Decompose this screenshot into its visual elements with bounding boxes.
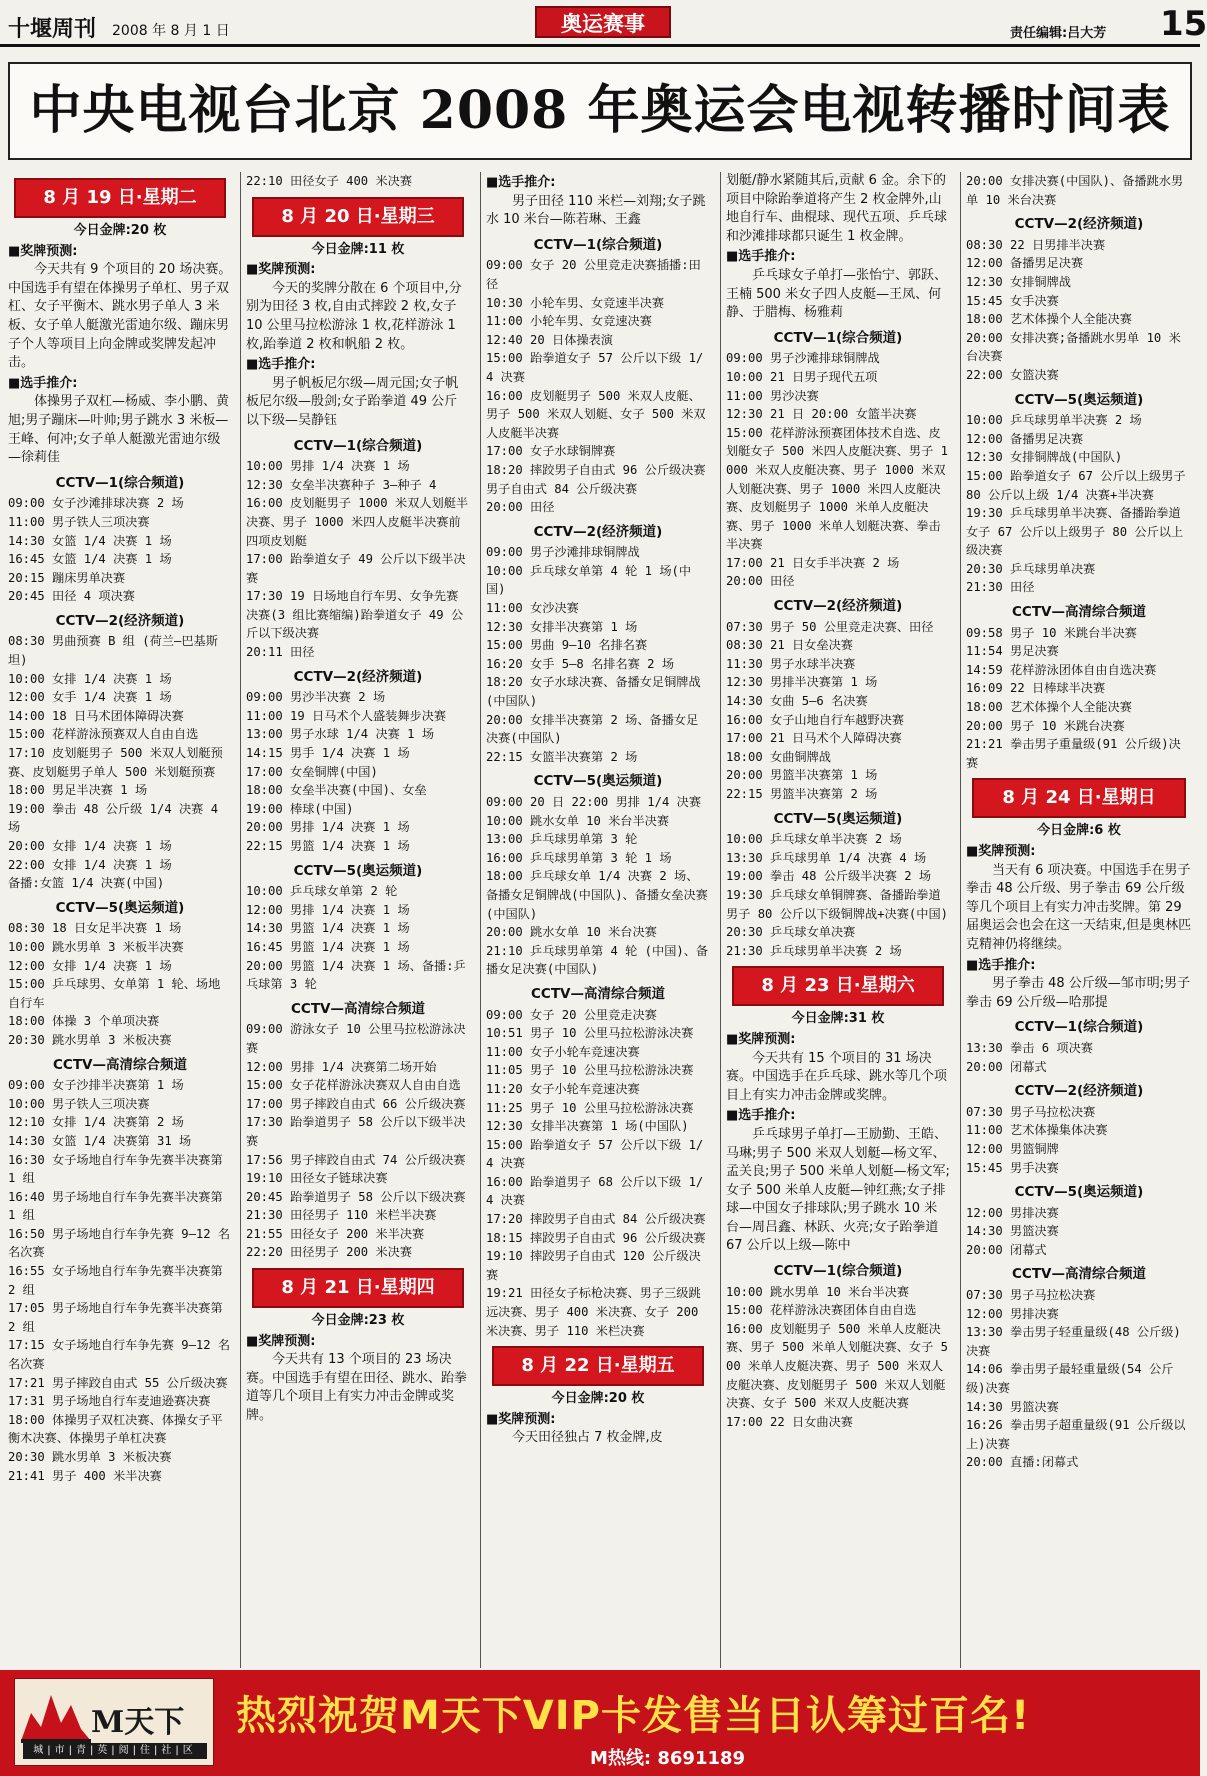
- channel-heading: CCTV—2(经济频道): [1014, 216, 1144, 233]
- gold-count: 今日金牌:6 枚: [1037, 823, 1121, 839]
- schedule-line: 15:00 女子花样游泳决赛双人自由自选: [246, 1078, 461, 1093]
- schedule-line: 16:00 皮划艇男子 1000 米双人划艇半决赛、男子 1000 米四人皮艇半决赛前四项皮划艇: [246, 496, 469, 548]
- paper-name: 十堰周刊: [8, 16, 97, 42]
- schedule-line: 21:30 田径: [966, 580, 1035, 595]
- schedule-line: 12:30 女垒半决赛种子 3—种子 4: [246, 477, 437, 492]
- schedule-line: 18:20 摔跤男子自由式 96 公斤级决赛男子自由式 84 公斤级决赛: [486, 462, 706, 496]
- day-banner: 8 月 24 日·星期日: [972, 778, 1186, 818]
- schedule-line: 14:30 男篮 1/4 决赛 1 场: [246, 921, 410, 936]
- schedule-line: 20:45 跆拳道男子 58 公斤以下级决赛: [246, 1189, 466, 1204]
- schedule-line: 09:00 男子沙滩排球铜牌战: [726, 351, 880, 366]
- section-label: ■选手推介:: [726, 249, 796, 265]
- schedule-line: 17:30 跆拳道男子 58 公斤以下级半决赛: [246, 1115, 466, 1148]
- schedule-line: 11:54 男足决赛: [966, 644, 1059, 659]
- schedule-line: 14:30 男篮决赛: [966, 1224, 1059, 1239]
- schedule-line: 20:00 田径: [486, 500, 555, 515]
- schedule-line: 16:00 皮划艇男子 500 米单人皮艇决赛、男子 500 米单人划艇决赛、女子 500 米单人皮艇决赛、男子 500 米双人皮艇决赛、皮划艇男子 500 米双人划艇决赛、女子 500 米双人皮艇决赛: [726, 1321, 948, 1411]
- gold-count: 今日金牌:20 枚: [73, 223, 167, 238]
- schedule-line: 19:30 乒乓球男单半决赛、备播跆拳道女子 67 公斤以上级男子 80 公斤以上级决赛: [966, 506, 1184, 558]
- schedule-line: 20:30 乒乓球男单决赛: [966, 561, 1096, 576]
- schedule-line: 22:00 女排 1/4 决赛 1 场: [8, 857, 172, 872]
- ad-logo: [14, 1678, 214, 1766]
- gold-count: 今日金牌:23 枚: [311, 1313, 405, 1329]
- channel-heading: CCTV—高清综合频道: [291, 1000, 425, 1017]
- channel-heading: CCTV—高清综合频道: [1012, 1266, 1146, 1283]
- channel-heading: CCTV—2(经济频道): [293, 668, 423, 685]
- schedule-line: 21:41 男子 400 米半决赛: [8, 1468, 162, 1483]
- paragraph: 当天有 6 项决赛。中国选手在男子拳击 48 公斤级、男子拳击 69 公斤级等几个项目上有实力冲击奖牌。第 29 届奥运会也会在这一天结束,但是奥林匹克精神仍将继续。: [966, 862, 1192, 952]
- schedule-line: 09:00 女子沙滩排球决赛 2 场: [8, 496, 184, 511]
- ad-logo-subtitle: 城|市|青|英|阅|住|社|区: [23, 1743, 207, 1759]
- paragraph: 今天共有 13 个项目的 23 场决赛。中国选手有望在田径、跳水、跆拳道等几个项目上有实力冲击金牌或奖牌。: [246, 1352, 468, 1424]
- schedule-line: 19:10 摔跤男子自由式 120 公斤级决赛: [486, 1249, 701, 1282]
- schedule-line: 18:00 女垒半决赛(中国)、女垒: [246, 783, 427, 798]
- schedule-line: 17:15 女子场地自行车争先赛 9—12 名名次赛: [8, 1338, 231, 1372]
- schedule-line: 16:00 跆拳道男子 68 公斤以下级 1/4 决赛: [486, 1174, 704, 1208]
- paragraph: 今天共有 9 个项目的 20 场决赛。中国选手有望在体操男子单杠、男子双杠、女子平衡木、跳水男子单人 3 米板、女子单人艇激光雷迪尔级、蹦床男子个人等项目上向金牌或奖牌发起冲击。: [8, 262, 232, 371]
- schedule-line: 20:00 跳水女单 10 米台决赛: [486, 925, 657, 940]
- page-title: 中央电视台北京 2008 年奥运会电视转播时间表: [29, 80, 1171, 141]
- schedule-line: 17:31 男子场地自行车麦迪逊赛决赛: [8, 1394, 211, 1409]
- section-label: ■选手推介:: [8, 375, 78, 391]
- schedule-line: 10:00 21 日男子现代五项: [726, 369, 878, 384]
- schedule-line: 12:30 男排半决赛第 1 场: [726, 675, 878, 690]
- schedule-line: 12:00 男排 1/4 决赛 1 场: [246, 902, 410, 917]
- schedule-line: 12:00 男排决赛: [966, 1205, 1059, 1220]
- schedule-line: 备播:女篮 1/4 决赛(中国): [8, 876, 165, 891]
- schedule-line: 14:30 男篮决赛: [966, 1399, 1059, 1414]
- schedule-line: 15:00 花样游泳决赛团体自由自选: [726, 1303, 917, 1318]
- schedule-line: 18:15 摔跤男子自由式 96 公斤级决赛: [486, 1230, 706, 1245]
- masthead: [0, 0, 1207, 47]
- schedule-line: 10:51 男子 10 公里马拉松游泳决赛: [486, 1026, 694, 1041]
- schedule-line: 21:55 田径女子 200 米半决赛: [246, 1226, 425, 1241]
- schedule-line: 20:00 男排 1/4 决赛 1 场: [246, 820, 410, 835]
- day-banner: 8 月 19 日·星期二: [14, 178, 226, 218]
- channel-heading: CCTV—2(经济频道): [773, 598, 903, 615]
- schedule-line: 21:30 田径男子 110 米栏半决赛: [246, 1208, 437, 1223]
- schedule-line: 15:45 男手决赛: [966, 1160, 1059, 1175]
- schedule-line: 12:00 男排 1/4 决赛第二场开始: [246, 1059, 437, 1074]
- schedule-line: 19:10 田径女子链球决赛: [246, 1171, 388, 1186]
- schedule-line: 12:30 21 日 20:00 女篮半决赛: [726, 407, 917, 422]
- channel-heading: CCTV—5(奥运频道): [55, 899, 185, 916]
- schedule-line: 20:30 跳水男单 3 米板决赛: [8, 1450, 172, 1464]
- paragraph: 乒乓球男子单打—王励勤、王皓、马琳;男子 500 米双人划艇—杨文军、孟关良;男子 500 米单人划艇—杨文军;女子 500 米单人皮艇—钟红燕;女子排球—中国女子排球队;男子跳水 10 米台—周吕鑫、林跃、火亮;女子跆拳道 67 公斤以上级—陈中: [726, 1126, 950, 1254]
- schedule-line: 18:00 体操男子双杠决赛、体操女子平衡木决赛、体操男子单杠决赛: [8, 1412, 223, 1446]
- schedule-line: 19:30 乒乓球女单铜牌赛、备播跆拳道男子 80 公斤以下级铜牌战+决赛(中国): [726, 887, 948, 921]
- schedule-line: 19:00 拳击 48 公斤级半决赛 2 场: [726, 869, 932, 884]
- schedule-line: 17:00 21 日马术个人障碍决赛: [726, 731, 902, 746]
- schedule-line: 15:00 男曲 9—10 名排名赛: [486, 638, 648, 653]
- schedule-line: 14:30 女曲 5—6 名决赛: [726, 694, 868, 709]
- section-label: ■选手推介:: [726, 1108, 796, 1124]
- schedule-line: 10:00 乒乓球女单第 4 轮 1 场(中国): [486, 563, 692, 597]
- gold-count: 今日金牌:11 枚: [311, 241, 405, 257]
- channel-heading: CCTV—高清综合频道: [1012, 604, 1146, 621]
- schedule-line: 18:00 艺术体操个人全能决赛: [966, 700, 1132, 715]
- schedule-line: 09:58 男子 10 米跳台半决赛: [966, 625, 1137, 640]
- channel-heading: CCTV—5(奥运频道): [533, 773, 663, 790]
- schedule-line: 17:00 21 日女手半决赛 2 场: [726, 555, 900, 570]
- schedule-line: 09:00 游泳女子 10 公里马拉松游泳决赛: [246, 1022, 466, 1055]
- schedule-line: 10:00 跳水女单 10 米台半决赛: [486, 813, 670, 828]
- channel-heading: CCTV—5(奥运频道): [1014, 391, 1144, 408]
- schedule-line: 20:00 男子 10 米跳台决赛: [966, 718, 1125, 733]
- channel-heading: CCTV—1(综合频道): [533, 236, 663, 253]
- schedule-line: 09:00 女子沙排半决赛第 1 场: [8, 1078, 184, 1093]
- schedule-line: 14:15 男手 1/4 决赛 1 场: [246, 746, 410, 761]
- channel-heading: CCTV—1(综合频道): [773, 329, 903, 346]
- schedule-line: 07:30 男子马拉松决赛: [966, 1104, 1096, 1119]
- schedule-line: 13:00 乒乓球男单第 3 轮: [486, 832, 638, 847]
- channel-heading: CCTV—1(综合频道): [1014, 1019, 1144, 1036]
- schedule-line: 08:30 18 日女足半决赛 1 场: [8, 921, 182, 936]
- paragraph: 今天的奖牌分散在 6 个项目中,分别为田径 3 枚,自由式摔跤 2 枚,女子 10 公里马拉松游泳 1 枚,花样游泳 1 枚,跆拳道 2 枚和帆船 2 枚。: [246, 280, 462, 352]
- schedule-line: 16:45 女篮 1/4 决赛 1 场: [8, 552, 172, 567]
- schedule-line: 20:00 男篮 1/4 决赛 1 场、备播:乒乓球第 3 轮: [246, 958, 466, 992]
- section-label: ■奖牌预测:: [8, 243, 78, 259]
- schedule-line: 18:00 男足半决赛 1 场: [8, 783, 148, 798]
- channel-heading: CCTV—2(经济频道): [55, 612, 185, 629]
- schedule-line: 21:30 乒乓球男单半决赛 2 场: [726, 943, 902, 958]
- paragraph: 今天共有 15 个项目的 31 场决赛。中国选手在乒乓球、跳水等几个项目上有实力冲击金牌或奖牌。: [726, 1050, 948, 1103]
- column-2: [246, 172, 470, 1668]
- schedule-line: 14:30 女篮 1/4 决赛第 31 场: [8, 1133, 192, 1148]
- schedule-line: 18:00 体操 3 个单项决赛: [8, 1014, 160, 1029]
- schedule-line: 20:00 直播:闭幕式: [966, 1455, 1079, 1470]
- schedule-line: 20:00 男篮半决赛第 1 场: [726, 768, 878, 783]
- schedule-line: 10:00 乒乓球男单半决赛 2 场: [966, 413, 1142, 428]
- schedule-line: 20:45 田径 4 项决赛: [8, 589, 135, 604]
- schedule-line: 11:00 男沙决赛: [726, 388, 819, 403]
- schedule-line: 12:30 女排半决赛第 1 场(中国队): [486, 1119, 689, 1134]
- schedule-line: 16:00 皮划艇男子 500 米双人皮艇、男子 500 米双人划艇、女子 500 米双人皮艇半决赛: [486, 388, 706, 440]
- paragraph: 男子拳击 48 公斤级—邹市明;男子拳击 69 公斤级—哈那提: [966, 976, 1191, 1010]
- schedule-line: 11:20 女子小轮车竞速决赛: [486, 1081, 640, 1096]
- bottom-advertisement: [0, 1670, 1200, 1776]
- schedule-line: 11:25 男子 10 公里马拉松游泳决赛: [486, 1100, 694, 1115]
- schedule-line: 20:11 田径: [246, 645, 315, 660]
- section-label: ■奖牌预测:: [966, 844, 1036, 859]
- schedule-line: 20:00 闭幕式: [966, 1242, 1047, 1257]
- schedule-line: 16:20 女手 5—8 名排名赛 2 场: [486, 656, 675, 671]
- schedule-line: 11:05 男子 10 公里马拉松游泳决赛: [486, 1063, 694, 1078]
- schedule-line: 12:40 20 日体操表演: [486, 332, 613, 347]
- editor-credit: 责任编辑:吕大芳: [1010, 26, 1107, 41]
- column-3: [486, 172, 710, 1668]
- paragraph: 今天田径独占 7 枚金牌,皮: [512, 1430, 663, 1446]
- schedule-line: 14:59 花样游泳团体自由自选决赛: [966, 662, 1157, 677]
- schedule-line: 19:21 田径女子标枪决赛、男子三级跳远决赛、男子 400 米决赛、女子 200 米决赛、男子 110 米栏决赛: [486, 1286, 701, 1338]
- schedule-line: 08:30 22 日男排半决赛: [966, 237, 1106, 252]
- schedule-line: 17:00 男子摔跤自由式 66 公斤级决赛: [246, 1096, 466, 1111]
- schedule-line: 20:00 女排半决赛第 2 场、备播女足决赛(中国队): [486, 712, 699, 746]
- schedule-line: 20:00 闭幕式: [966, 1059, 1047, 1074]
- schedule-line: 20:00 女排决赛;备播跳水男单 10 米台决赛: [966, 330, 1181, 364]
- schedule-line: 19:00 拳击 48 公斤级 1/4 决赛 4 场: [8, 801, 219, 835]
- issue-date: 2008 年 8 月 1 日: [112, 23, 230, 39]
- section-label: ■奖牌预测:: [246, 262, 316, 278]
- schedule-line: 09:00 男子沙滩排球铜牌战: [486, 545, 640, 560]
- schedule-line: 09:00 男沙半决赛 2 场: [246, 690, 386, 705]
- schedule-line: 20:00 女排决赛(中国队)、备播跳水男单 10 米台决赛: [966, 174, 1184, 207]
- building-skyline-icon: [21, 1683, 91, 1743]
- schedule-line: 16:45 男篮 1/4 决赛 1 场: [246, 939, 410, 954]
- schedule-line: 15:00 花样游泳预赛双人自由自选: [8, 727, 199, 742]
- schedule-line: 16:09 22 日棒球半决赛: [966, 681, 1106, 696]
- column-1: [8, 172, 232, 1668]
- schedule-line: 11:00 男子铁人三项决赛: [8, 514, 150, 529]
- page-number: 15: [1160, 4, 1207, 44]
- schedule-line: 15:00 花样游泳预赛团体技术自选、皮划艇女子 500 米四人皮艇决赛、男子 1000 米双人皮艇决赛、男子 1000 米双人划艇决赛、男子 1000 米四人皮艇决赛、皮划艇男子 1000 米单人皮艇决赛、男子 1000 米单人划艇决赛、拳击半决赛: [726, 425, 948, 552]
- schedule-line: 17:05 男子场地自行车争先赛半决赛第 2 组: [8, 1301, 223, 1334]
- ad-hotline: M热线: 8691189: [590, 1748, 746, 1769]
- channel-heading: CCTV—1(综合频道): [773, 1263, 903, 1280]
- schedule-line: 16:26 拳击男子超重量级(91 公斤级以上)决赛: [966, 1418, 1186, 1451]
- paragraph: 体操男子双杠—杨威、李小鹏、黄旭;男子蹦床—叶帅;男子跳水 3 米板—王峰、何冲;女子单人艇激光雷迪尔级—徐莉佳: [8, 394, 230, 466]
- schedule-line: 17:20 摔跤男子自由式 84 公斤级决赛: [486, 1212, 706, 1227]
- section-label: ■奖牌预测:: [246, 1333, 316, 1349]
- schedule-line: 11:30 男子水球半决赛: [726, 656, 856, 671]
- schedule-line: 12:00 男排决赛: [966, 1306, 1059, 1321]
- schedule-line: 10:00 男子铁人三项决赛: [8, 1096, 150, 1111]
- schedule-line: 14:00 18 日马术团体障碍决赛: [8, 708, 184, 723]
- section-label: ■选手推介:: [246, 357, 316, 373]
- schedule-line: 12:30 女排铜牌战(中国队): [966, 450, 1123, 465]
- schedule-line: 13:30 乒乓球男单 1/4 决赛 4 场: [726, 850, 927, 865]
- schedule-line: 20:15 蹦床男单决赛: [8, 570, 126, 585]
- schedule-line: 10:00 跳水男单 3 米板半决赛: [8, 939, 184, 954]
- channel-heading: CCTV—5(奥运频道): [1014, 1184, 1144, 1201]
- channel-heading: CCTV—1(综合频道): [293, 437, 423, 454]
- schedule-line: 11:00 19 日马术个人盛装舞步决赛: [246, 708, 447, 723]
- headline-box: [8, 62, 1192, 160]
- schedule-line: 10:00 跳水男单 10 米台半决赛: [726, 1284, 910, 1299]
- schedule-line: 22:00 女篮决赛: [966, 367, 1059, 382]
- schedule-line: 11:00 女沙决赛: [486, 601, 579, 616]
- schedule-line: 16:40 男子场地自行车争先赛半决赛第 1 组: [8, 1189, 223, 1223]
- schedule-line: 18:20 女子水球决赛、备播女足铜牌战(中国队): [486, 675, 701, 709]
- schedule-line: 12:00 备播男足决赛: [966, 431, 1084, 446]
- column-rule: [720, 172, 721, 1668]
- schedule-line: 20:30 乒乓球女单决赛: [726, 925, 856, 940]
- schedule-line: 17:00 女子水球铜牌赛: [486, 444, 616, 459]
- schedule-line: 12:00 备播男足决赛: [966, 256, 1084, 271]
- schedule-line: 16:00 女子山地自行车越野决赛: [726, 712, 905, 727]
- schedule-line: 12:00 男篮铜牌: [966, 1141, 1059, 1156]
- schedule-line: 08:30 男曲预赛 B 组 (荷兰—巴基斯坦): [8, 634, 218, 668]
- schedule-line: 07:30 男子 50 公里竞走决赛、田径: [726, 619, 934, 634]
- schedule-line: 15:00 乒乓球男、女单第 1 轮、场地自行车: [8, 977, 221, 1010]
- schedule-line: 12:30 女排铜牌战: [966, 274, 1071, 289]
- schedule-line: 20:00 女排 1/4 决赛 1 场: [8, 839, 172, 853]
- schedule-line: 10:00 男排 1/4 决赛 1 场: [246, 459, 410, 474]
- section-label: ■奖牌预测:: [486, 1411, 556, 1427]
- schedule-line: 11:00 女子小轮车竞速决赛: [486, 1044, 640, 1059]
- schedule-line: 09:00 20 日 22:00 男排 1/4 决赛: [486, 795, 702, 809]
- schedule-line: 18:00 女曲铜牌战: [726, 749, 831, 764]
- gold-count: 今日金牌:20 枚: [551, 1391, 645, 1407]
- channel-heading: CCTV—1(综合频道): [55, 474, 185, 491]
- schedule-line: 19:00 棒球(中国): [246, 801, 354, 816]
- channel-heading: CCTV—2(经济频道): [1014, 1083, 1144, 1100]
- schedule-line: 11:00 小轮车男、女竞速决赛: [486, 314, 652, 329]
- section-badge: 奥运赛事: [535, 6, 671, 38]
- paragraph: 划艇/静水紧随其后,贡献 6 金。余下的项目中除跆拳道将产生 2 枚金牌外,山地自行车、曲棍球、现代五项、乒乓球和沙滩排球都只诞生 1 枚金牌。: [726, 173, 948, 244]
- schedule-line: 17:00 跆拳道女子 49 公斤以下级半决赛: [246, 552, 466, 585]
- schedule-line: 22:15 男篮半决赛第 2 场: [726, 787, 878, 801]
- column-rule: [240, 172, 241, 1668]
- schedule-line: 09:00 女子 20 公里竞走决赛插播:田径: [486, 258, 701, 291]
- ad-slogan: 热烈祝贺M天下VIP卡发售当日认筹过百名!: [236, 1693, 1031, 1739]
- schedule-line: 09:00 女子 20 公里竞走决赛: [486, 1007, 657, 1022]
- schedule-line: 07:30 男子马拉松决赛: [966, 1288, 1096, 1303]
- schedule-line: 21:10 乒乓球男单第 4 轮 (中国)、备播女足决赛(中国队): [486, 943, 709, 977]
- ad-logo-text: M天下: [91, 1705, 185, 1740]
- schedule-line: 21:21 拳击男子重量级(91 公斤级)决赛: [966, 737, 1181, 770]
- schedule-line: 12:30 女排半决赛第 1 场: [486, 619, 638, 634]
- schedule-line: 17:56 男子摔跤自由式 74 公斤级决赛: [246, 1152, 466, 1167]
- schedule-line: 22:15 女篮半决赛第 2 场: [486, 749, 638, 764]
- column-5: [966, 172, 1192, 1668]
- column-4: [726, 172, 950, 1668]
- section-label: ■奖牌预测:: [726, 1031, 796, 1047]
- schedule-line: 20:00 田径: [726, 574, 795, 589]
- schedule-line: 13:00 男子水球 1/4 决赛 1 场: [246, 727, 435, 742]
- schedule-line: 12:10 女排 1/4 决赛第 2 场: [8, 1115, 184, 1130]
- schedule-line: 16:50 男子场地自行车争先赛 9—12 名名次赛: [8, 1226, 231, 1260]
- schedule-line: 08:30 21 日女垒决赛: [726, 638, 853, 653]
- schedule-line: 15:00 跆拳道女子 57 公斤以下级 1/4 决赛: [486, 351, 704, 384]
- schedule-line: 14:30 女篮 1/4 决赛 1 场: [8, 533, 172, 548]
- column-rule: [960, 172, 961, 1668]
- schedule-line: 17:21 男子摔跤自由式 55 公斤级决赛: [8, 1375, 228, 1390]
- schedule-line: 18:00 乒乓球女单 1/4 决赛 2 场、备播女足铜牌战(中国队)、备播女垒决赛(中国队): [486, 869, 708, 921]
- schedule-line: 10:00 乒乓球女单半决赛 2 场: [726, 832, 902, 847]
- schedule-line: 17:00 22 日女曲决赛: [726, 1414, 853, 1429]
- schedule-line: 13:30 拳击男子轻重量级(48 公斤级)决赛: [966, 1325, 1181, 1358]
- section-label: ■选手推介:: [966, 957, 1036, 973]
- schedule-line: 13:30 拳击 6 项决赛: [966, 1040, 1093, 1055]
- day-banner: 8 月 23 日·星期六: [732, 966, 944, 1006]
- schedule-line: 14:06 拳击男子最轻重量级(54 公斤级)决赛: [966, 1362, 1174, 1396]
- schedule-line: 22:20 田径男子 200 米决赛: [246, 1245, 413, 1260]
- schedule-line: 16:30 女子场地自行车争先赛半决赛第 1 组: [8, 1152, 223, 1186]
- schedule-line: 10:00 乒乓球女单第 2 轮: [246, 884, 398, 899]
- paragraph: 男子帆板尼尔级—周元国;女子帆板尼尔级—殷剑;女子跆拳道 49 公斤以下级—吴静钰: [246, 375, 459, 428]
- paragraph: 男子田径 110 米栏—刘翔;女子跳水 10 米台—陈若琳、王鑫: [486, 193, 706, 228]
- schedule-line: 17:00 女垒铜牌(中国): [246, 764, 378, 779]
- paragraph: 乒乓球女子单打—张怡宁、郭跃、王楠 500 米女子四人皮艇—王凤、何静、于腊梅、杨雅莉: [726, 267, 948, 321]
- channel-heading: CCTV—5(奥运频道): [773, 810, 903, 827]
- schedule-line: 15:45 女手决赛: [966, 293, 1059, 308]
- channel-heading: CCTV—5(奥运频道): [293, 862, 423, 879]
- schedule-line: 20:30 跳水男单 3 米板决赛: [8, 1032, 172, 1047]
- gold-count: 今日金牌:31 枚: [791, 1011, 885, 1027]
- channel-heading: CCTV—2(经济频道): [533, 523, 663, 540]
- schedule-line: 17:10 皮划艇男子 500 米双人划艇预赛、皮划艇男子单人 500 米划艇预赛: [8, 746, 223, 779]
- schedule-line: 18:00 艺术体操个人全能决赛: [966, 312, 1132, 327]
- schedule-line: 16:55 女子场地自行车争先赛半决赛第 2 组: [8, 1264, 223, 1297]
- section-label: ■选手推介:: [486, 175, 556, 190]
- schedule-line: 15:00 跆拳道女子 57 公斤以下级 1/4 决赛: [486, 1137, 704, 1171]
- day-banner: 8 月 20 日·星期三: [252, 197, 464, 237]
- schedule-line: 10:00 女排 1/4 决赛 1 场: [8, 671, 172, 686]
- schedule-line: 10:30 小轮车男、女竞速半决赛: [486, 295, 665, 310]
- schedule-line: 11:00 艺术体操集体决赛: [966, 1123, 1108, 1138]
- schedule-line: 22:10 田径女子 400 米决赛: [246, 174, 413, 188]
- column-rule: [480, 172, 481, 1668]
- channel-heading: CCTV—高清综合频道: [53, 1056, 187, 1073]
- schedule-line: 22:15 男篮 1/4 决赛 1 场: [246, 839, 410, 853]
- day-banner: 8 月 22 日·星期五: [492, 1346, 704, 1386]
- schedule-line: 12:00 女手 1/4 决赛 1 场: [8, 690, 172, 705]
- schedule-line: 16:00 乒乓球男单第 3 轮 1 场: [486, 850, 672, 865]
- schedule-line: 17:30 19 日场地自行车男、女争先赛决赛(3 组比赛缩编)跆拳道女子 49 公斤以下级决赛: [246, 589, 464, 641]
- schedule-line: 15:00 跆拳道女子 67 公斤以上级男子 80 公斤以上级 1/4 决赛+半决赛: [966, 468, 1186, 502]
- schedule-line: 12:00 女排 1/4 决赛 1 场: [8, 958, 172, 973]
- day-banner: 8 月 21 日·星期四: [252, 1268, 464, 1308]
- channel-heading: CCTV—高清综合频道: [531, 985, 665, 1002]
